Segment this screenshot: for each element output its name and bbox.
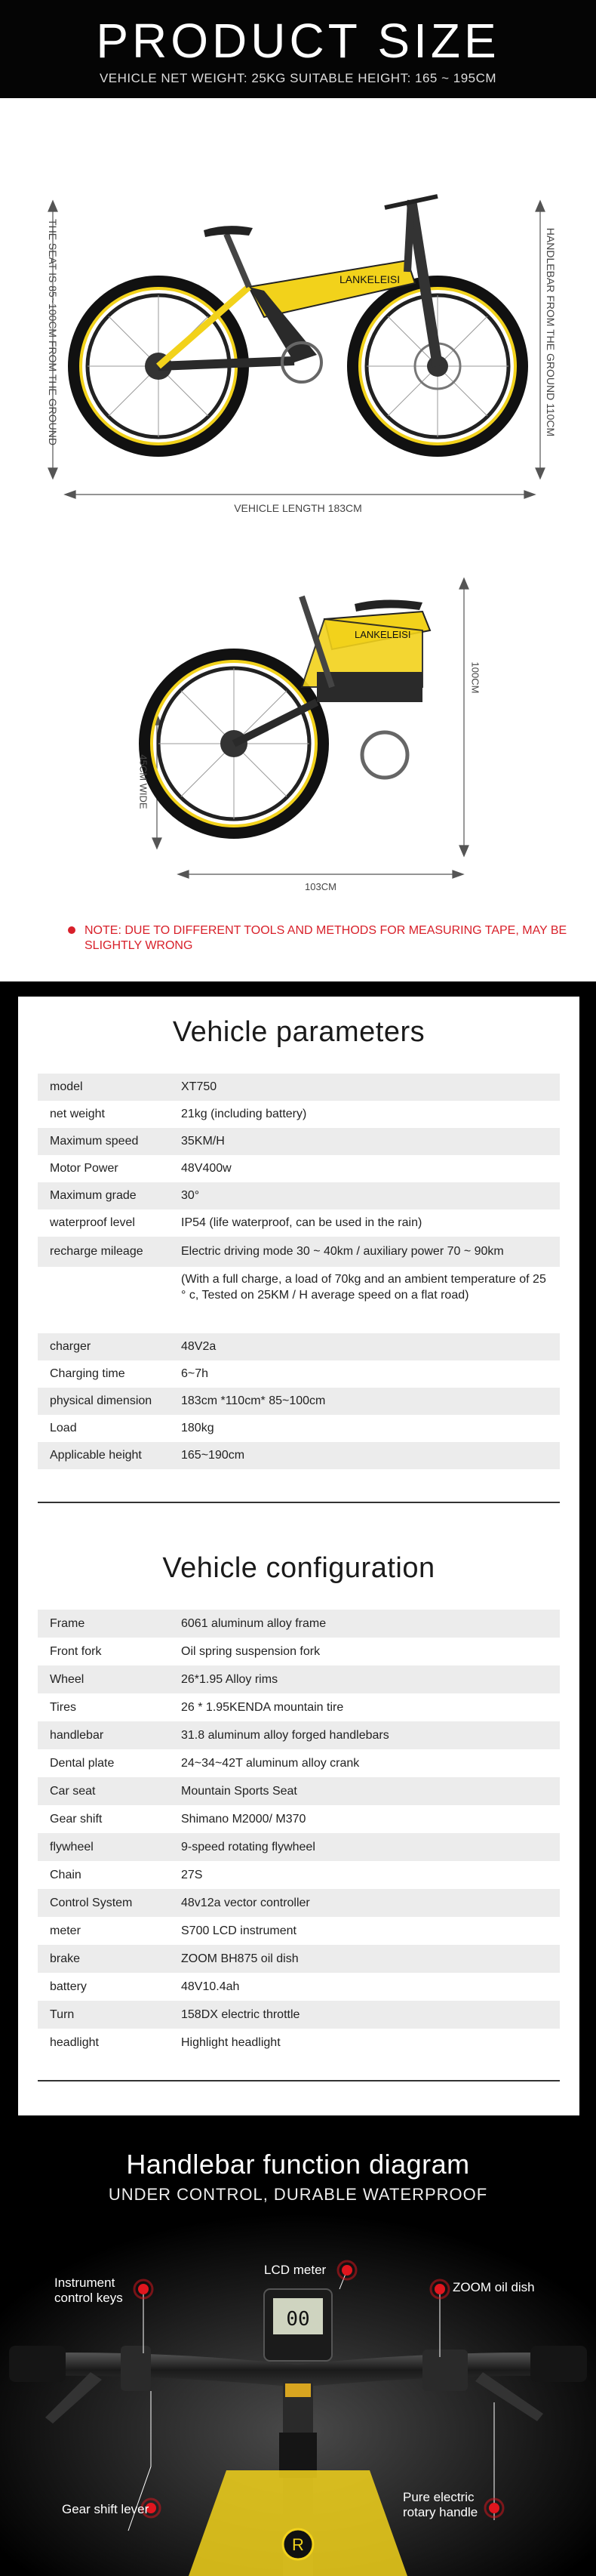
row-key: brake <box>50 1952 81 1965</box>
row-value: Oil spring suspension fork <box>181 1644 321 1658</box>
row-key: Maximum grade <box>50 1189 137 1202</box>
table-row <box>38 1388 560 1415</box>
table-row <box>38 1237 560 1267</box>
row-value: XT750 <box>181 1080 217 1093</box>
row-value: S700 LCD instrument <box>181 1924 296 1937</box>
row-value: 6~7h <box>181 1367 209 1380</box>
table-row <box>38 1749 560 1777</box>
label-lcd-meter: LCD meter <box>264 2263 327 2277</box>
config-title: Vehicle configuration <box>162 1552 435 1584</box>
row-value: (With a full charge, a load of 70kg and an ambient temperature of 25 ° c, Tested on 25KM / H average speed on a flat road) <box>181 1273 546 1302</box>
table-row <box>38 1128 560 1155</box>
row-key: Turn <box>50 2007 75 2021</box>
row-key: Control System <box>50 1896 133 1909</box>
table-row <box>38 1267 560 1333</box>
row-key: Gear shift <box>50 1812 103 1826</box>
row-value: 21kg (including battery) <box>181 1108 307 1120</box>
page-title: PRODUCT SIZE <box>96 14 500 68</box>
table-row <box>38 1721 560 1749</box>
brand-badge: R <box>292 2535 304 2554</box>
table-row <box>38 1945 560 1973</box>
row-key: Chain <box>50 1868 81 1881</box>
row-value: 48v12a vector controller <box>181 1896 310 1909</box>
bullet-dot <box>68 926 75 934</box>
row-key: handlebar <box>50 1728 104 1742</box>
table-row <box>38 1693 560 1721</box>
table-row <box>38 2001 560 2029</box>
row-key: recharge mileage <box>50 1245 143 1258</box>
table-row <box>38 1805 560 1833</box>
table-row <box>38 1777 560 1805</box>
params-title: Vehicle parameters <box>172 1016 425 1048</box>
row-key: Wheel <box>50 1672 84 1686</box>
table-row <box>38 1360 560 1388</box>
row-value: 180kg <box>181 1422 214 1434</box>
row-key: Tires <box>50 1700 76 1714</box>
measurement-note-text: NOTE: DUE TO DIFFERENT TOOLS AND METHODS FOR MEASURING TAPE, MAY BE SLIGHTLY WRONG <box>84 924 567 952</box>
vehicle-length-label: VEHICLE LENGTH 183CM <box>234 502 362 514</box>
table-row <box>38 2029 560 2057</box>
frame-brand-text: LANKELEISI <box>339 273 401 285</box>
folded-width-label: 45CM WIDE <box>137 754 149 809</box>
table-row <box>38 1610 560 1638</box>
table-row <box>38 1209 560 1237</box>
row-value: 165~190cm <box>181 1449 245 1462</box>
bike-unfolded <box>74 196 522 451</box>
handlebar-height-label: HANDLEBAR FROM THE GROUND 110CM <box>545 227 557 437</box>
table-row <box>38 1182 560 1209</box>
row-value: IP54 (life waterproof, can be used in the rain) <box>181 1216 422 1229</box>
label-control-keys: Instrument control keys <box>54 2276 123 2305</box>
table-row <box>38 1442 560 1469</box>
table-row <box>38 1973 560 2001</box>
row-value: 9-speed rotating flywheel <box>181 1840 315 1853</box>
page-subtitle: VEHICLE NET WEIGHT: 25KG SUITABLE HEIGHT: 165 ~ 195CM <box>99 71 497 85</box>
table-row <box>38 1155 560 1182</box>
row-key: battery <box>50 1980 87 1993</box>
row-key: Applicable height <box>50 1449 142 1462</box>
row-key: Dental plate <box>50 1756 115 1770</box>
section-divider <box>38 2080 560 2081</box>
row-value: Highlight headlight <box>181 2035 281 2049</box>
bike-folded <box>145 596 430 833</box>
row-key: model <box>50 1080 83 1093</box>
row-value: ZOOM BH875 oil dish <box>181 1952 299 1965</box>
table-row <box>38 1415 560 1442</box>
row-key: Motor Power <box>50 1162 118 1175</box>
row-value: Electric driving mode 30 ~ 40km / auxiliary power 70 ~ 90km <box>181 1245 504 1258</box>
row-value: 30° <box>181 1189 200 1202</box>
lcd-reading: 00 <box>286 2308 310 2331</box>
spec-panel <box>18 997 579 2115</box>
row-key: Charging time <box>50 1367 125 1380</box>
row-key: Car seat <box>50 1784 96 1798</box>
row-key: Maximum speed <box>50 1135 139 1148</box>
product-size-section <box>0 98 596 981</box>
row-key: waterproof level <box>50 1216 135 1229</box>
row-value: 24~34~42T aluminum alloy crank <box>181 1756 360 1770</box>
params-table <box>38 1074 560 1469</box>
seat-height-label: THE SEAT IS 85~100CM FROM THE GROUND <box>47 219 59 445</box>
table-row <box>38 1074 560 1101</box>
handlebar-section <box>0 2131 596 2576</box>
row-value: 27S <box>181 1868 203 1881</box>
folded-height-label: 100CM <box>469 661 481 694</box>
row-key: physical dimension <box>50 1394 152 1407</box>
row-value: 183cm *110cm* 85~100cm <box>181 1394 326 1407</box>
row-key: Load <box>50 1422 77 1434</box>
row-key: headlight <box>50 2035 99 2049</box>
row-key: flywheel <box>50 1840 94 1853</box>
label-throttle: Pure electric rotary handle <box>403 2490 478 2519</box>
row-value: 35KM/H <box>181 1135 225 1148</box>
header-banner <box>0 0 596 98</box>
folded-length-label: 103CM <box>305 881 336 892</box>
row-value: 158DX electric throttle <box>181 2007 300 2021</box>
row-value: Mountain Sports Seat <box>181 1784 297 1798</box>
label-gear-shift: Gear shift lever <box>62 2502 149 2516</box>
handlebar-title: Handlebar function diagram <box>126 2149 470 2180</box>
measurement-note <box>84 923 567 954</box>
label-brake: ZOOM oil dish <box>453 2280 535 2294</box>
folded-brand-text: LANKELEISI <box>355 629 411 640</box>
config-table <box>38 1610 560 2057</box>
table-row <box>38 1861 560 1889</box>
table-row <box>38 1333 560 1360</box>
table-row <box>38 1665 560 1693</box>
table-row <box>38 1101 560 1128</box>
section-divider <box>38 1502 560 1503</box>
table-row <box>38 1889 560 1917</box>
row-value: 31.8 aluminum alloy forged handlebars <box>181 1728 389 1742</box>
table-row <box>38 1833 560 1861</box>
row-value: 48V400w <box>181 1162 232 1175</box>
handlebar-subtitle: UNDER CONTROL, DURABLE WATERPROOF <box>108 2185 488 2204</box>
row-value: 26 * 1.95KENDA mountain tire <box>181 1700 344 1714</box>
row-key: Frame <box>50 1616 85 1630</box>
table-row <box>38 1917 560 1945</box>
bike-dimension-illustration <box>0 98 596 981</box>
row-value: 48V10.4ah <box>181 1980 240 1993</box>
row-value: 26*1.95 Alloy rims <box>181 1672 278 1686</box>
row-key: meter <box>50 1924 81 1937</box>
row-value: 48V2a <box>181 1340 217 1353</box>
row-value: Shimano M2000/ M370 <box>181 1812 306 1826</box>
table-row <box>38 1638 560 1665</box>
row-key: Front fork <box>50 1644 102 1658</box>
row-key: charger <box>50 1340 91 1353</box>
row-key: net weight <box>50 1108 105 1120</box>
row-value: 6061 aluminum alloy frame <box>181 1616 327 1630</box>
